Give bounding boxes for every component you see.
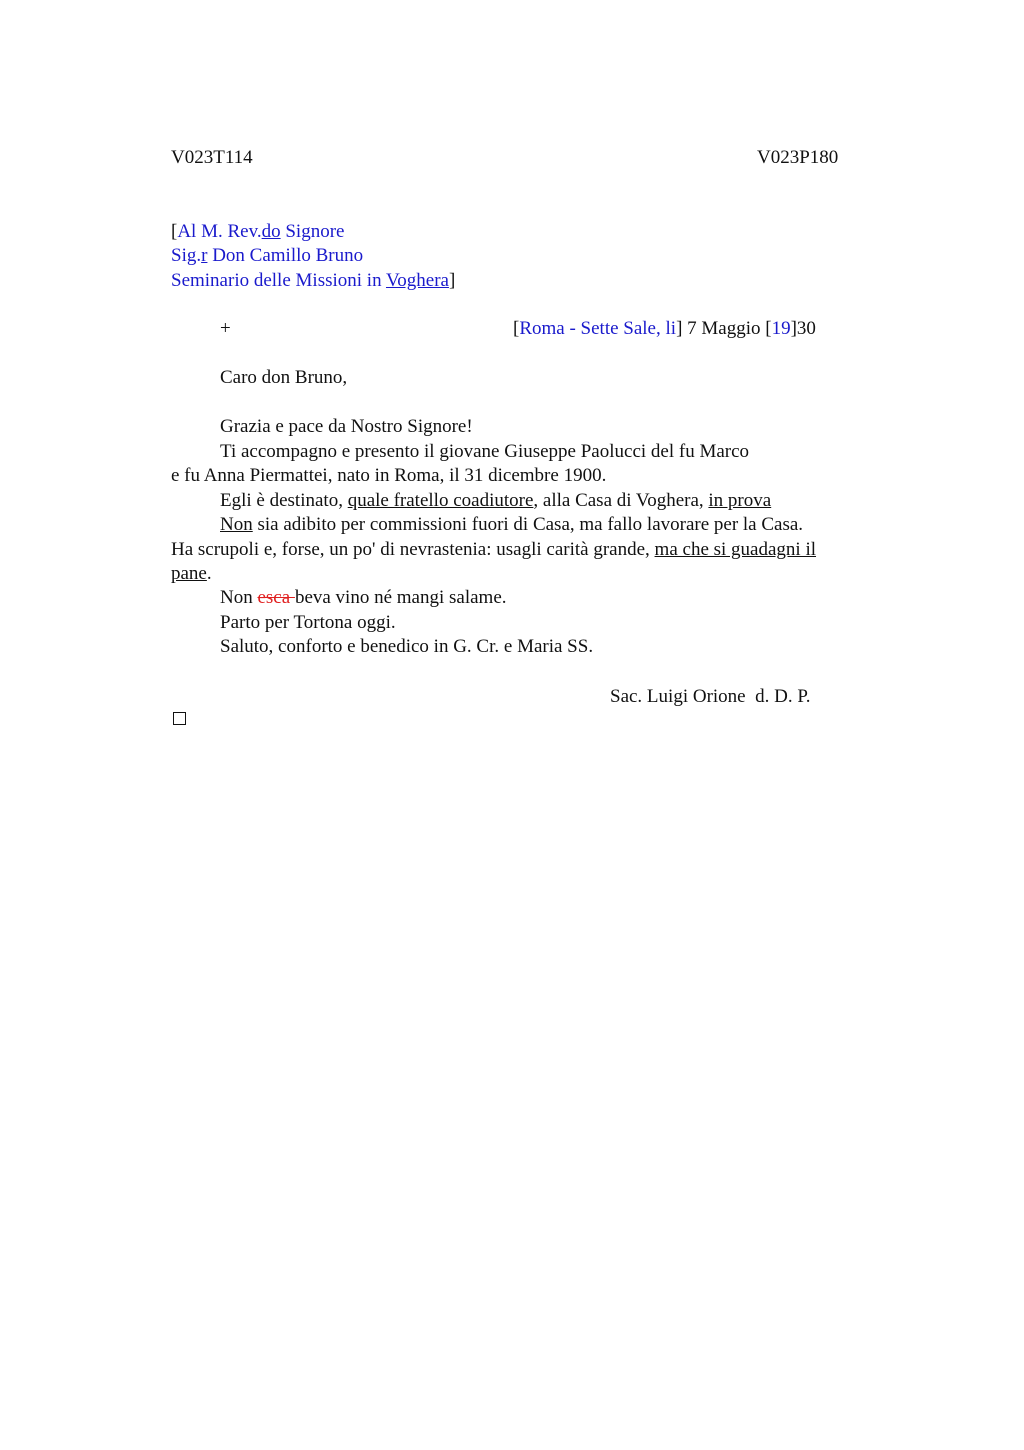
body-paragraph-4	[220, 513, 803, 537]
dateline-close-bracket: ]	[676, 318, 683, 339]
body-text: , alla Casa di Voghera,	[533, 490, 709, 511]
address-title-rest: Signore	[280, 221, 345, 242]
body-paragraph-7: Parto per Tortona oggi.	[220, 612, 396, 633]
address-line-1	[171, 220, 344, 244]
address-close-bracket: ]	[448, 270, 456, 291]
dateline	[513, 317, 816, 341]
document-code-right: V023P180	[757, 147, 839, 168]
address-institution: Seminario delle Missioni in	[171, 270, 386, 291]
document-code-left: V023T114	[171, 147, 253, 168]
salutation: Caro don Bruno,	[220, 367, 348, 388]
body-paragraph-3	[220, 489, 771, 513]
body-text: beva vino né mangi salame.	[294, 587, 507, 608]
body-text: Egli è destinato,	[220, 490, 348, 511]
underlined-text: in prova	[708, 490, 772, 511]
body-text: sia adibito per commissioni fuori di Casa, ma fallo lavorare per la Casa.	[252, 514, 804, 535]
underlined-text: quale fratello coadiutore	[347, 490, 534, 511]
body-paragraph-2-line-2: e fu Anna Piermattei, nato in Roma, il 31 dicembre 1900.	[171, 465, 607, 486]
body-text: .	[206, 563, 212, 584]
dateline-open-bracket: [	[513, 318, 520, 339]
dateline-place: Roma - Sette Sale, li	[519, 318, 677, 339]
body-paragraph-2-line-1: Ti accompagno e presento il giovane Giuseppe Paolucci del fu Marco	[220, 441, 750, 462]
body-paragraph-5-line-2	[171, 562, 212, 586]
body-text: Non	[220, 587, 258, 608]
address-honorific: Sig.	[171, 245, 202, 266]
address-city: Voghera	[385, 270, 449, 291]
dateline-year-prefix: 19	[771, 318, 791, 339]
address-title: Al M. Rev.	[177, 221, 262, 242]
dateline-year-suffix: ]30	[790, 318, 816, 339]
signature: Sac. Luigi Orione d. D. P.	[610, 686, 811, 707]
underlined-text: pane	[171, 563, 207, 584]
underlined-text: ma che si guadagni il	[654, 539, 817, 560]
address-line-3	[171, 269, 455, 293]
address-title-superscript: do	[261, 221, 281, 242]
body-paragraph-8: Saluto, conforto e benedico in G. Cr. e Maria SS.	[220, 636, 594, 657]
body-greeting: Grazia e pace da Nostro Signore!	[220, 416, 473, 437]
checkbox-icon	[173, 712, 186, 725]
address-line-2	[171, 244, 363, 268]
address-open-bracket: [	[171, 221, 178, 242]
cross-symbol: +	[220, 318, 231, 339]
address-honorific-superscript: r	[201, 245, 208, 266]
body-paragraph-6	[220, 586, 507, 610]
body-text: Ha scrupoli e, forse, un po' di nevrastenia: usagli carità grande,	[171, 539, 655, 560]
body-paragraph-5-line-1	[171, 538, 816, 562]
address-recipient-name: Don Camillo Bruno	[207, 245, 364, 266]
struck-through-text: esca	[257, 587, 295, 608]
dateline-date: 7 Maggio [	[682, 318, 772, 339]
underlined-text: Non	[220, 514, 253, 535]
